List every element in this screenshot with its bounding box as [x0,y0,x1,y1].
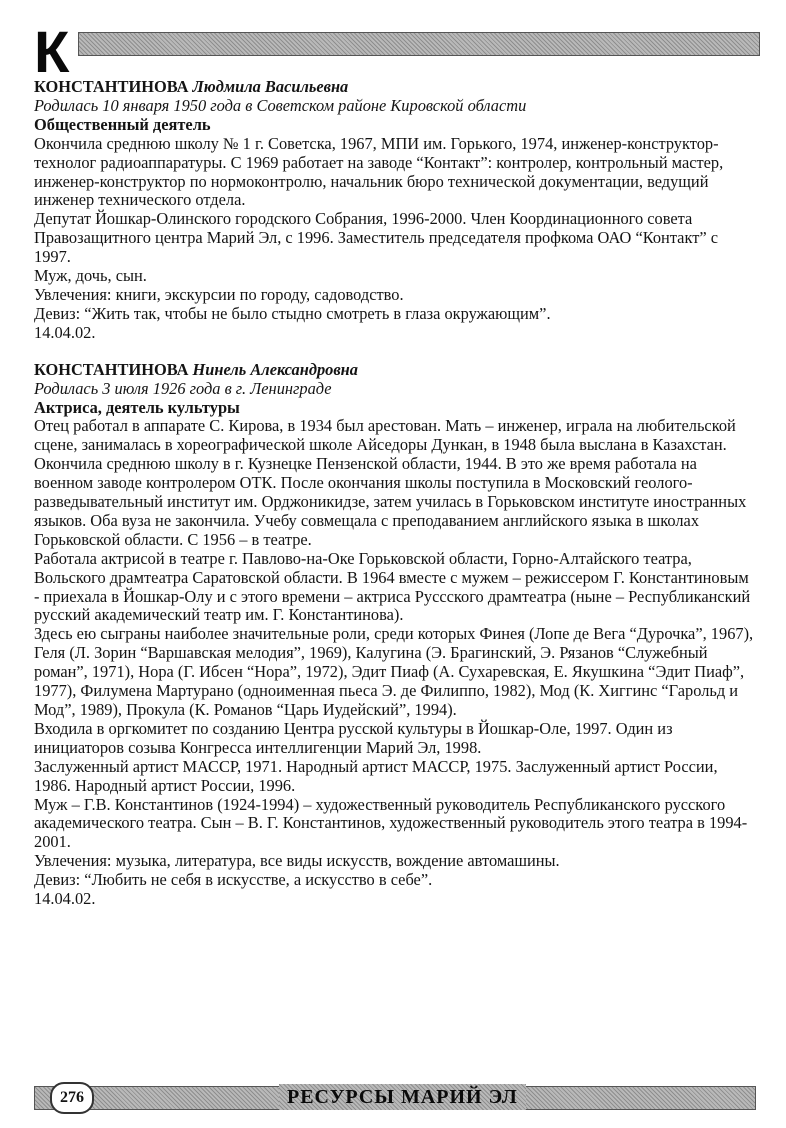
entry-birth: Родилась 3 июля 1926 года в г. Ленинграде [34,378,332,398]
entry-paragraph: Увлечения: музыка, литература, все виды искусств, вождение автомашины. [34,851,560,871]
entry-role: Актриса, деятель культуры [34,397,240,417]
page-number: 276 [50,1082,94,1114]
entry-paragraph: Окончила среднюю школу в г. Кузнецке Пензенской области, 1944. В это же время работала на военном заводе контролером ОТК. После окончания школы поступила в Московский геолого-разведывательный институт им. Орджоникидзе, затем училась в Горьковском институте иностранных языков. Оба вуза не закончила. Учебу совмещала с преподаванием английского языка в школах Горьковской области. С 1956 – в театре. [34,454,747,549]
entry-paragraph: Депутат Йошкар-Олинского городского Собрания, 1996-2000. Член Координационного совета Правозащитного центра Марий Эл, с 1996. Заместитель председателя профкома ОАО “Контакт” с 1997. [34,209,719,267]
section-header [34,20,760,85]
entry-paragraph: Муж – Г.В. Константинов (1924-1994) – художественный руководитель Республиканского русского академического театра. Сын – В. Г. Константинов, художественный руководитель этого театра в 1994- 2001. [34,794,748,852]
header-decorative-bar [78,32,760,56]
book-title: РЕСУРСЫ МАРИЙ ЭЛ [279,1084,526,1110]
section-letter: К [34,20,70,85]
entry-name [34,78,756,97]
entry-paragraph: Работала актрисой в театре г. Павлово-на-Оке Горьковской области, Горно-Алтайского театра, Вольского драмтеатра Саратовской области. В 1964 вместе с мужем – режиссером Г. Константиновым - приехала в Йошкар-Олу и с этого времени – актриса Русcского драмтеатра (ныне – Республиканский русский академический театр им. Г. Константинова). [34,548,751,625]
entry-paragraph: Входила в оргкомитет по созданию Центра русской культуры в Йошкар-Оле, 1997. Один из инициаторов созыва Конгресса интеллигенции Марий Эл, 1998. [34,718,673,757]
entry-birth: Родилась 10 января 1950 года в Советском районе Кировской области [34,95,527,115]
entry-date: 14.04.02. [34,322,96,342]
entry-paragraph: Муж, дочь, сын. [34,266,147,286]
biography-entry [34,78,756,343]
entry-surname: КОНСТАНТИНОВА [34,77,189,96]
entries-list [34,78,756,909]
entry-given-name: Людмила Васильевна [192,77,349,96]
entry-role: Общественный деятель [34,114,211,134]
entry-paragraph: Девиз: “Любить не себя в искусстве, а искусство в себе”. [34,870,433,890]
entry-paragraph: Заслуженный артист МАССР, 1971. Народный артист МАССР, 1975. Заслуженный артист России, 1986. Народный артист России, 1996. [34,756,718,795]
page-footer [34,1082,756,1112]
entry-paragraph: Увлечения: книги, экскурсии по городу, садоводство. [34,284,404,304]
biography-entry [34,361,756,909]
entry-surname: КОНСТАНТИНОВА [34,359,189,379]
entry-paragraph: Девиз: “Жить так, чтобы не было стыдно смотреть в глаза окружающим”. [34,303,551,323]
entry-paragraph: Окончила среднюю школу № 1 г. Советска, 1967, МПИ им. Горького, 1974, инженер-конструктор-технолог радиоаппаратуры. С 1969 работает на заводе “Контакт”: контролер, контрольный мастер, инженер-конструктор по нормоконтролю, начальник бюро технической документации, ведущий инженер технического отдела. [34,133,724,210]
entry-given-name: Нинель Александровна [192,359,358,379]
entry-paragraph: Здесь ею сыграны наиболее значительные роли, среди которых Финея (Лопе де Вега “Дурочка”, 1967), Геля (Л. Зорин “Варшавская мелодия”, 1969), Калугина (Э. Брагинский, Э. Рязанов “Служебный роман”, 1971), Нора (Г. Ибсен “Нора”, 1972), Эдит Пиаф (А. Сухаревская, Е. Якушкина “Эдит Пиаф”, 1977), Филумена Мартурано (одноименная пьеса Э. де Филиппо, 1982), Мод (К. Хиггинс “Гарольд и Мод”, 1989), Прокула (К. Романов “Царь Иудейский”, 1994). [34,624,754,719]
entry-paragraph: Отец работал в аппарате С. Кирова, в 1934 был арестован. Мать – инженер, играла на любительской сцене, занималась в хореографической школе Айседоры Дункан, в 1948 была выслана в Казахстан. [34,416,736,455]
entry-date: 14.04.02. [34,889,96,909]
entry-name [34,361,756,380]
